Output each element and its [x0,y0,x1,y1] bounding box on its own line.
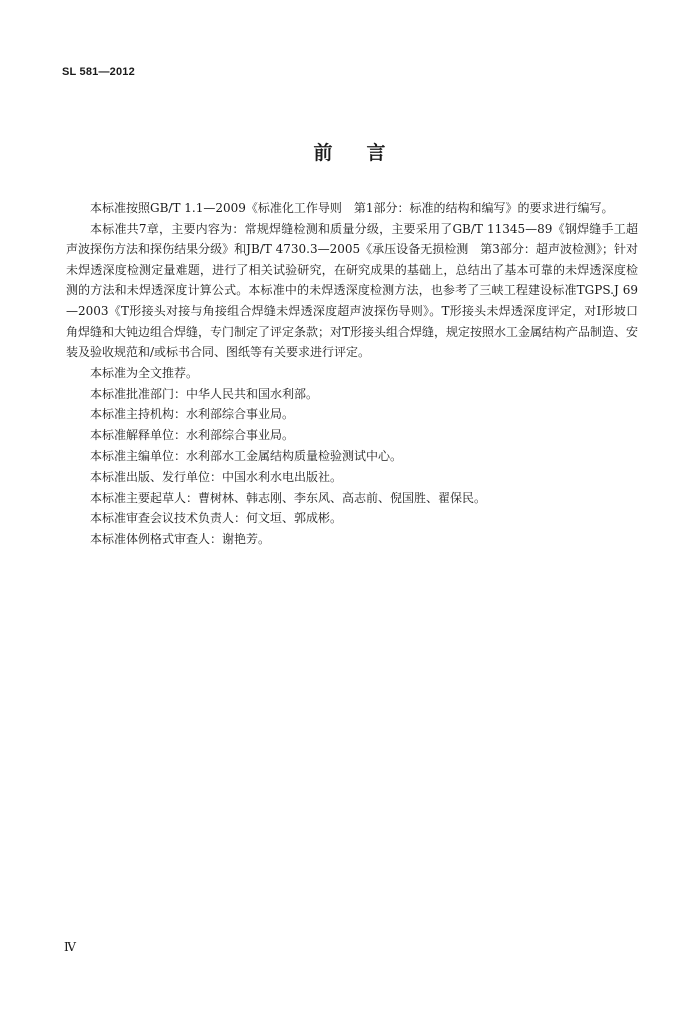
info-publisher: 本标准出版、发行单位：中国水利水电出版社。 [90,469,343,484]
info-format-reviewer: 本标准体例格式审查人：谢艳芳。 [90,532,271,547]
info-technical-reviewer: 本标准审查会议技术负责人：何文垣、郭成彬。 [90,511,343,526]
info-chief-editor-unit: 本标准主编单位：水利部水工金属结构质量检验测试中心。 [90,448,403,463]
paragraph-content: 本标准共7章，主要内容为：常规焊缝检测和质量分级，主要采用了GB/T 11345—89《钢焊缝手工超声波探伤方法和探伤结果分级》和JB/T 4730.3—2005《承压设备无损检测 第3部分：超声波检测》；针对未焊透深度检测定量难题，进行了相关试验研究，在研究成果的基础上，总结出了基本可靠的未焊透深度检测的方法和未焊透深度计算公式。本标准中的未焊透深度检测方法，也参考了三峡工程建设标准TGPS.J 69—2003《T形接头对接与角接组合焊缝未焊透深度超声波探伤导则》。T形接头未焊透深度评定，对I形坡口角焊缝和大钝边组合焊缝，专门制定了评定条款；对T形接头组合焊缝，规定按照水工金属结构产品制造、安装及验收规范和/或标书合同、图纸等有关要求进行评定。 [66,221,639,360]
paragraph-structure: 本标准按照GB/T 1.1—2009《标准化工作导则 第1部分：标准的结构和编写》的要求进行编写。 [90,201,614,215]
page-number: Ⅳ [64,940,76,954]
info-drafters: 本标准主要起草人：曹树林、韩志刚、李东风、高志前、倪国胜、翟保民。 [90,490,487,505]
info-host-organization: 本标准主持机构：水利部综合事业局。 [90,407,295,422]
info-interpretation-unit: 本标准解释单位：水利部综合事业局。 [90,428,295,443]
info-approving-department: 本标准批准部门：中华人民共和国水利部。 [90,386,319,401]
standard-code: SL 581—2012 [62,66,135,78]
page-title: 前言 [313,142,420,164]
document-body [66,198,638,550]
info-recommendation: 本标准为全文推荐。 [90,365,199,380]
